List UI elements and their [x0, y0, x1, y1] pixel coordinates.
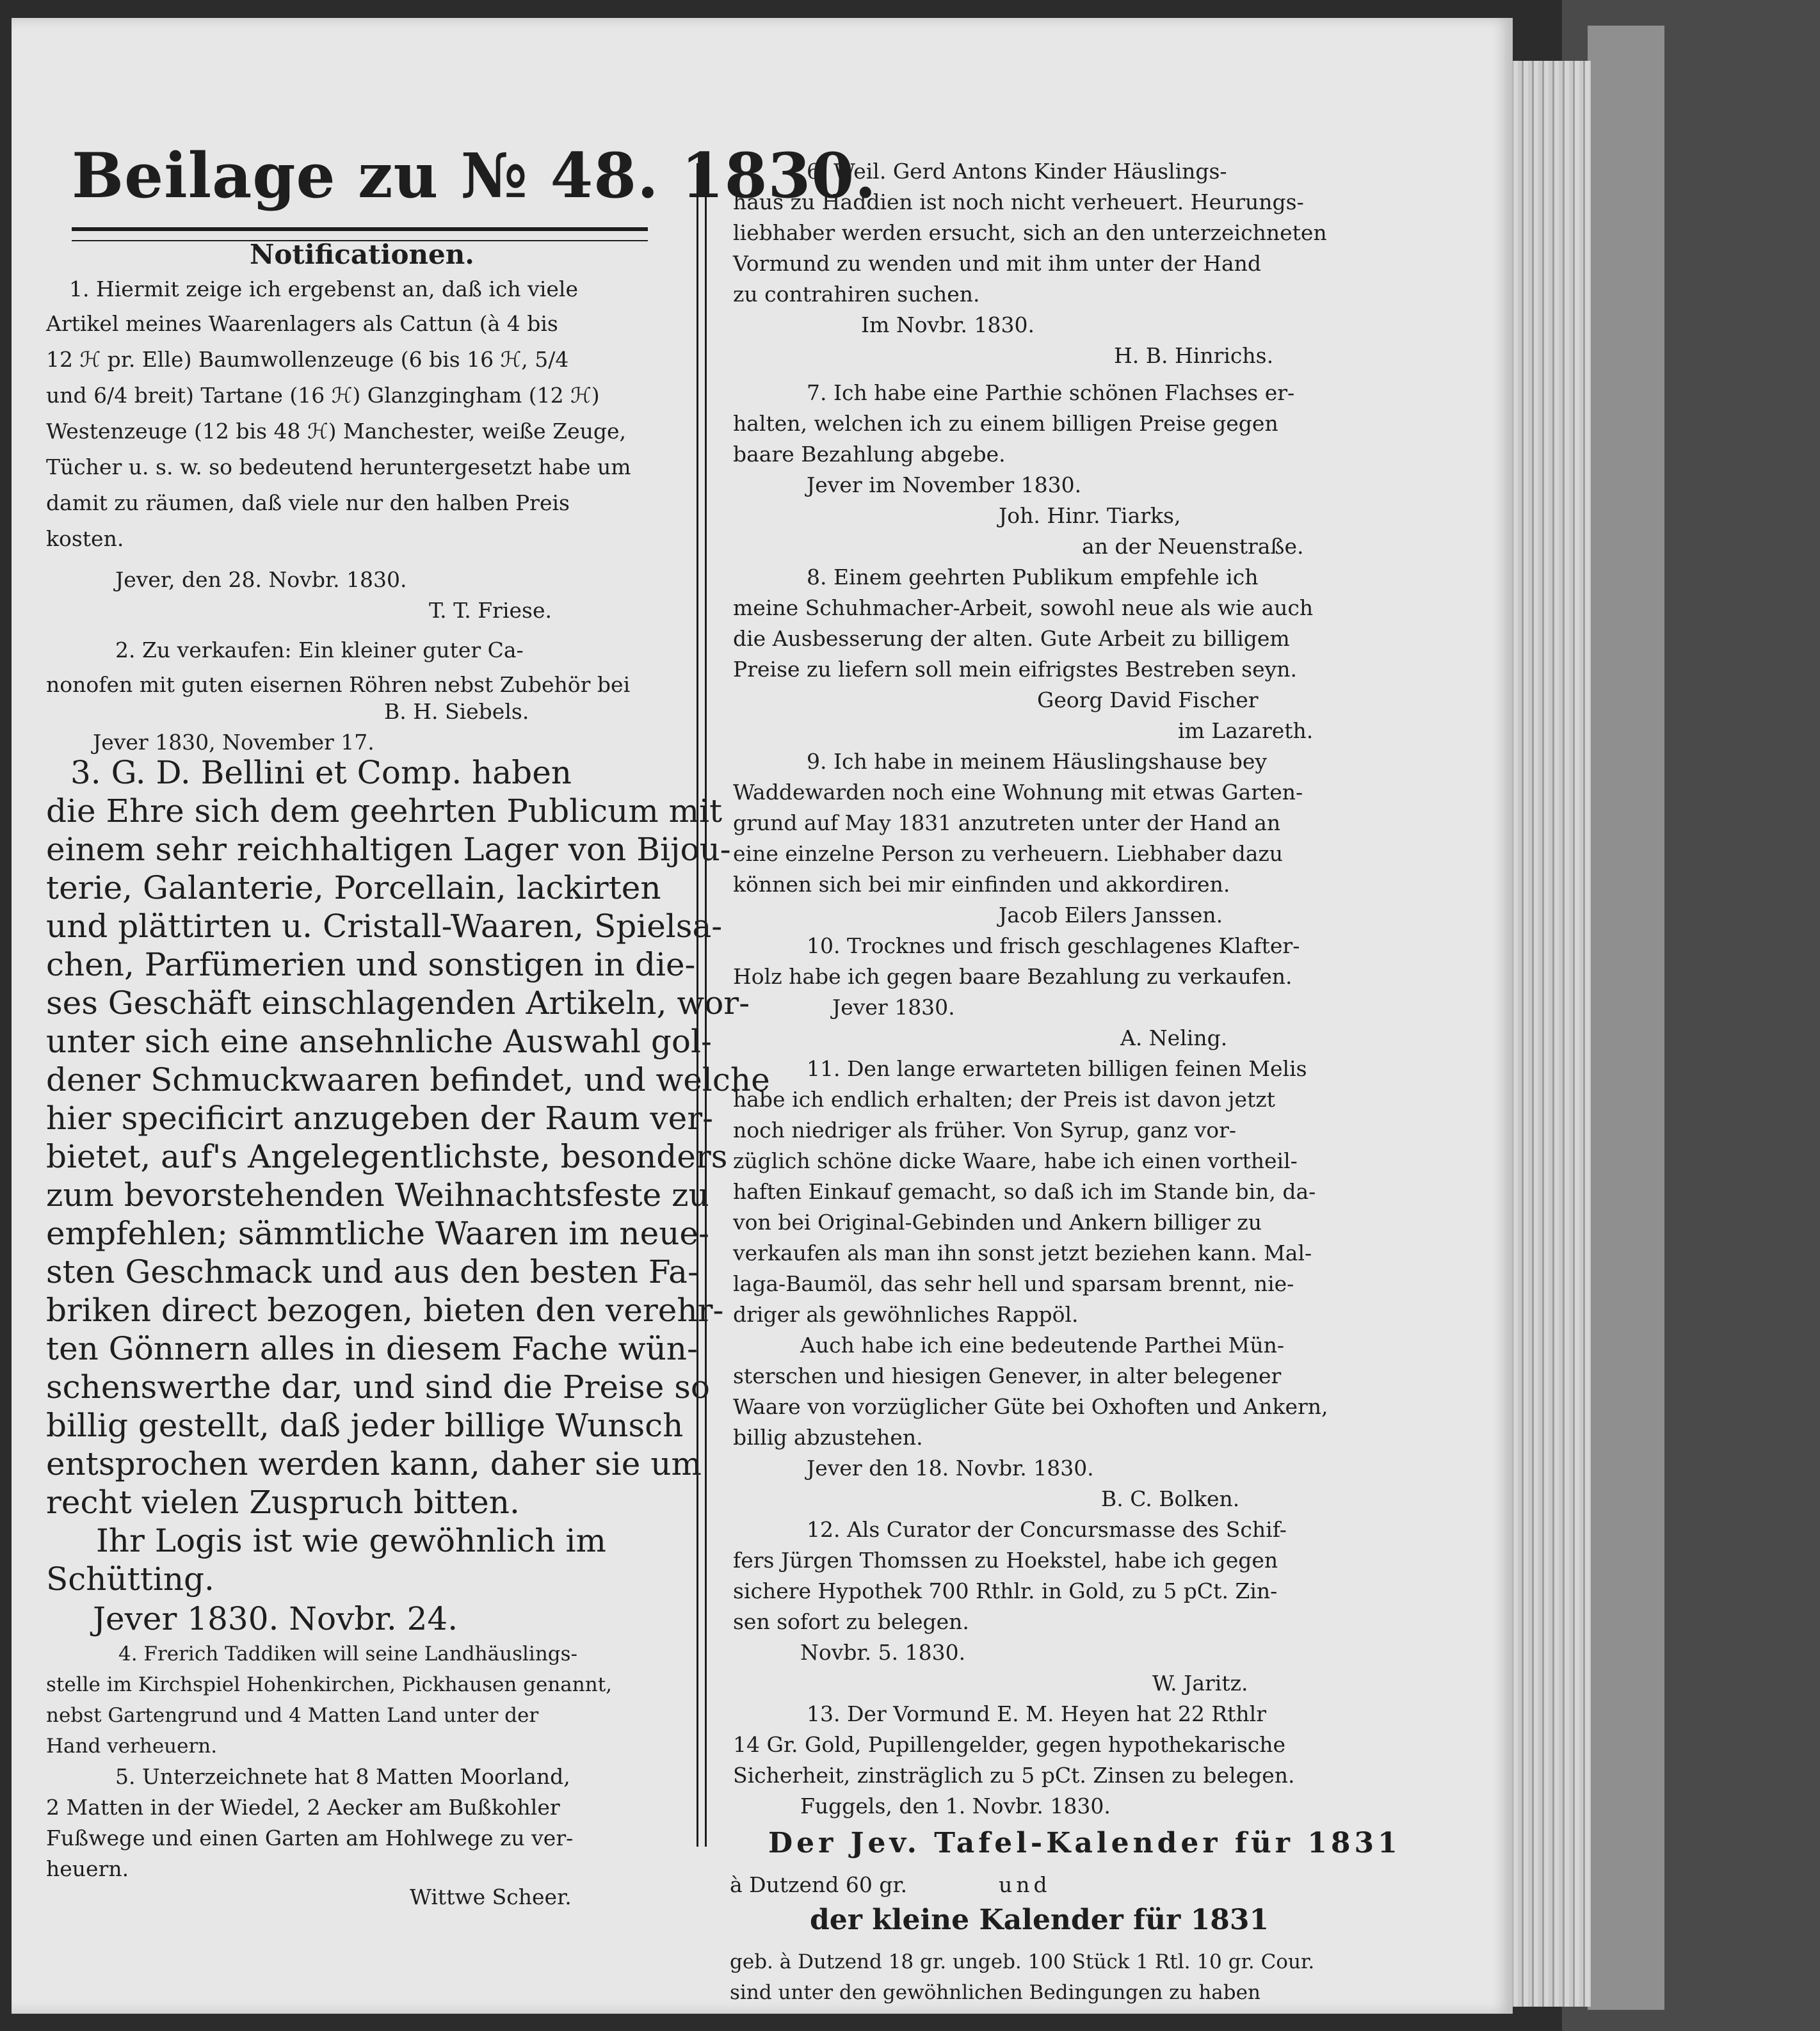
notice-7-signature: Joh. Hinr. Tiarks, [999, 503, 1181, 528]
notice-2-signature: B. H. Siebels. [384, 699, 529, 724]
notice-13-place-date: Fuggels, den 1. Novbr. 1830. [800, 1794, 1111, 1818]
notice-8-line-1: 8. Einem geehrten Publikum empfehle ich [807, 565, 1259, 590]
notice-3-line-9: dener Schmuckwaaren befindet, und welche [46, 1061, 770, 1098]
notice-3-line-8: unter sich eine ansehnliche Auswahl gol- [46, 1023, 712, 1060]
kalender-line-5: sind unter den gewöhnlichen Bedingungen zu haben [730, 1981, 1260, 2004]
notice-3-line-18: billig gestellt, daß jeder billige Wunsch [46, 1407, 684, 1444]
notice-13-line-3: Sicherheit, zinsträglich zu 5 pCt. Zinsen zu belegen. [733, 1763, 1295, 1788]
notice-7-place-date: Jever im November 1830. [807, 472, 1082, 497]
notice-1-line-7: damit zu räumen, daß viele nur den halben Preis [46, 490, 570, 515]
notice-4-line-3: nebst Gartengrund und 4 Matten Land unter der [46, 1704, 539, 1727]
notice-3-line-2: die Ehre sich dem geehrten Publicum mit [46, 792, 723, 830]
notice-3-line-16: ten Gönnern alles in diesem Fache wün- [46, 1330, 698, 1367]
kalender-line-2b: und [999, 1872, 1051, 1897]
notice-12-line-4: sen sofort zu belegen. [733, 1609, 969, 1634]
notice-12-place-date: Novbr. 5. 1830. [800, 1640, 966, 1665]
notice-11-line-6: von bei Original-Gebinden und Ankern billiger zu [733, 1210, 1262, 1235]
notice-3-line-14: sten Geschmack und aus den besten Fa- [46, 1253, 698, 1290]
notice-8-line-3: die Ausbesserung der alten. Gute Arbeit zu billigem [733, 626, 1290, 651]
notice-3-line-13: empfehlen; sämmtliche Waaren im neue- [46, 1215, 709, 1252]
notice-11-signature: B. C. Bolken. [1101, 1486, 1240, 1511]
notice-7-line-3: baare Bezahlung abgebe. [733, 442, 1006, 467]
section-heading: Notificationen. [250, 239, 474, 270]
notice-2-line-1: 2. Zu verkaufen: Ein kleiner guter Ca- [115, 638, 524, 662]
notice-8-line-4: Preise zu liefern soll mein eifrigstes Bestreben seyn. [733, 657, 1297, 682]
notice-3-line-4: terie, Galanterie, Porcellain, lackirten [46, 869, 661, 906]
notice-13-line-2: 14 Gr. Gold, Pupillengelder, gegen hypothekarische [733, 1732, 1286, 1757]
notice-11-line-1: 11. Den lange erwarteten billigen feinen Melis [807, 1056, 1307, 1081]
notice-5-signature: Wittwe Scheer. [410, 1884, 572, 1909]
notice-9-line-1: 9. Ich habe in meinem Häuslingshause bey [807, 749, 1268, 774]
notice-6-line-3: liebhaber werden ersucht, sich an den unterzeichneten [733, 220, 1327, 245]
masthead-title: Beilage zu № 48. 1830. [72, 140, 877, 212]
notice-5-line-1: 5. Unterzeichnete hat 8 Matten Moorland, [115, 1764, 570, 1789]
page-edges [1508, 61, 1591, 2007]
notice-7-line-2: halten, welchen ich zu einem billigen Preise gegen [733, 411, 1278, 436]
binding-edge [1588, 26, 1664, 2010]
notice-13-line-1: 13. Der Vormund E. M. Heyen hat 22 Rthlr [807, 1701, 1266, 1726]
notice-10-signature: A. Neling. [1120, 1025, 1228, 1050]
notice-1-line-3: 12 ℋ pr. Elle) Baumwollenzeuge (6 bis 16 ℋ, 5/4 [46, 347, 569, 372]
notice-11-line-7: verkaufen als man ihn sonst jetzt beziehen kann. Mal- [733, 1240, 1312, 1265]
notice-8-line-2: meine Schuhmacher-Arbeit, sowohl neue als wie auch [733, 595, 1314, 620]
notice-11-line-3: noch niedriger als früher. Von Syrup, ganz vor- [733, 1118, 1237, 1143]
notice-3-line-3: einem sehr reichhaltigen Lager von Bijou- [46, 831, 731, 868]
notice-3-line-5: und plättirten u. Cristall-Waaren, Spielsa- [46, 908, 723, 945]
notice-3-line-11: bietet, auf's Angelegentlichste, besonders [46, 1138, 728, 1175]
notice-3-line-1: 3. G. D. Bellini et Comp. haben [70, 754, 572, 791]
notice-3-line-19: entsprochen werden kann, daher sie um [46, 1445, 702, 1482]
notice-12-line-2: fers Jürgen Thomssen zu Hoekstel, habe ich gegen [733, 1548, 1278, 1573]
kalender-line-1: Der Jev. Tafel-Kalender für 1831 [768, 1827, 1401, 1859]
notice-11-line-12: Waare von vorzüglicher Güte bei Oxhoften und Ankern, [733, 1394, 1328, 1419]
notice-11-line-10: Auch habe ich eine bedeutende Parthei Mün- [800, 1333, 1284, 1358]
notice-1-line-2: Artikel meines Waarenlagers als Cattun (à 4 bis [46, 311, 558, 336]
kalender-line-3: der kleine Kalender für 1831 [810, 1904, 1269, 1936]
notice-3-line-15: briken direct bezogen, bieten den verehr- [46, 1292, 724, 1329]
notice-11-line-9: driger als gewöhnliches Rappöl. [733, 1302, 1079, 1327]
notice-1-line-4: und 6/4 breit) Tartane (16 ℋ) Glanzgingham (12 ℋ) [46, 383, 600, 408]
notice-6-line-5: zu contrahiren suchen. [733, 282, 980, 307]
notice-10-place-date: Jever 1830. [832, 995, 955, 1020]
notice-12-line-3: sichere Hypothek 700 Rthlr. in Gold, zu 5 pCt. Zin- [733, 1578, 1278, 1603]
notice-6-line-1: 6. Weil. Gerd Antons Kinder Häuslings- [807, 159, 1227, 184]
notice-9-line-3: grund auf May 1831 anzutreten unter der Hand an [733, 810, 1281, 835]
notice-7-line-1: 7. Ich habe eine Parthie schönen Flachses er- [807, 380, 1295, 405]
notice-12-signature: W. Jaritz. [1152, 1671, 1248, 1696]
notice-6-line-4: Vormund zu wenden und mit ihm unter der Hand [733, 251, 1262, 276]
notice-5-line-4: heuern. [46, 1856, 129, 1881]
notice-3-line-17: schenswerthe dar, und sind die Preise so [46, 1369, 710, 1406]
notice-11-line-8: laga-Baumöl, das sehr hell und sparsam brennt, nie- [733, 1271, 1294, 1296]
notice-9-signature: Jacob Eilers Janssen. [999, 903, 1223, 927]
notice-8-signature-2: im Lazareth. [1178, 718, 1314, 743]
notice-2-place-date: Jever 1830, November 17. [93, 730, 374, 755]
masthead [72, 138, 877, 234]
notice-9-line-5: können sich bei mir einfinden und akkordiren. [733, 872, 1230, 897]
notice-1-line-5: Westenzeuge (12 bis 48 ℋ) Manchester, weiße Zeuge, [46, 419, 627, 444]
notice-11-line-2: habe ich endlich erhalten; der Preis ist davon jetzt [733, 1087, 1275, 1112]
notice-6-place-date: Im Novbr. 1830. [861, 312, 1035, 337]
notice-10-line-1: 10. Trocknes und frisch geschlagenes Klafter- [807, 933, 1300, 958]
notice-3-line-12: zum bevorstehenden Weihnachtsfeste zu [46, 1176, 709, 1214]
notice-3-line-22: Schütting. [46, 1561, 214, 1598]
notice-5-line-2: 2 Matten in der Wiedel, 2 Aecker am Bußkohler [46, 1795, 560, 1820]
notice-5-line-3: Fußwege und einen Garten am Hohlwege zu ver- [46, 1826, 574, 1850]
kalender-line-4: geb. à Dutzend 18 gr. ungeb. 100 Stück 1 Rtl. 10 gr. Cour. [730, 1950, 1315, 1973]
notice-1-signature: T. T. Friese. [429, 598, 552, 623]
notice-1-line-6: Tücher u. s. w. so bedeutend heruntergesetzt habe um [46, 454, 631, 479]
notice-6-signature: H. B. Hinrichs. [1114, 343, 1274, 368]
notice-3-line-20: recht vielen Zuspruch bitten. [46, 1484, 520, 1521]
notice-11-line-13: billig abzustehen. [733, 1425, 923, 1450]
notice-11-line-4: züglich schöne dicke Waare, habe ich einen vortheil- [733, 1148, 1298, 1173]
notice-6-line-2: haus zu Haddien ist noch nicht verheuert. Heurungs- [733, 189, 1304, 214]
notice-4-line-4: Hand verheuern. [46, 1735, 218, 1758]
notice-3-line-21: Ihr Logis ist wie gewöhnlich im [96, 1522, 606, 1559]
notice-9-line-2: Waddewarden noch eine Wohnung mit etwas Garten- [733, 780, 1303, 805]
notice-11-line-11: sterschen und hiesigen Genever, in alter belegener [733, 1363, 1282, 1388]
notice-9-line-4: eine einzelne Person zu verheuern. Liebhaber dazu [733, 841, 1284, 866]
notice-1-place-date: Jever, den 28. Novbr. 1830. [115, 567, 407, 592]
notice-4-line-1: 4. Frerich Taddiken will seine Landhäuslings- [118, 1642, 578, 1666]
notice-7-signature-2: an der Neuenstraße. [1082, 534, 1304, 559]
notice-3-place-date: Jever 1830. Novbr. 24. [93, 1600, 458, 1637]
notice-1-line-1: 1. Hiermit zeige ich ergebenst an, daß ich viele [69, 277, 578, 301]
notice-4-line-2: stelle im Kirchspiel Hohenkirchen, Pickhausen genannt, [46, 1673, 613, 1696]
notice-8-signature: Georg David Fischer [1037, 687, 1259, 712]
notice-12-line-1: 12. Als Curator der Concursmasse des Schif- [807, 1517, 1287, 1542]
notice-2-line-2: nonofen mit guten eisernen Röhren nebst Zubehör bei [46, 672, 631, 697]
notice-3-line-7: ses Geschäft einschlagenden Artikeln, wor- [46, 984, 750, 1022]
notice-10-line-2: Holz habe ich gegen baare Bezahlung zu verkaufen. [733, 964, 1293, 989]
notice-11-line-5: haften Einkauf gemacht, so daß ich im Stande bin, da- [733, 1179, 1316, 1204]
kalender-line-2a: à Dutzend 60 gr. [730, 1872, 908, 1897]
notice-3-line-6: chen, Parfümerien und sonstigen in die- [46, 946, 696, 983]
notice-3-line-10: hier specificirt anzugeben der Raum ver- [46, 1100, 714, 1137]
notice-1-line-8: kosten. [46, 526, 124, 551]
notice-11-place-date: Jever den 18. Novbr. 1830. [807, 1456, 1094, 1481]
